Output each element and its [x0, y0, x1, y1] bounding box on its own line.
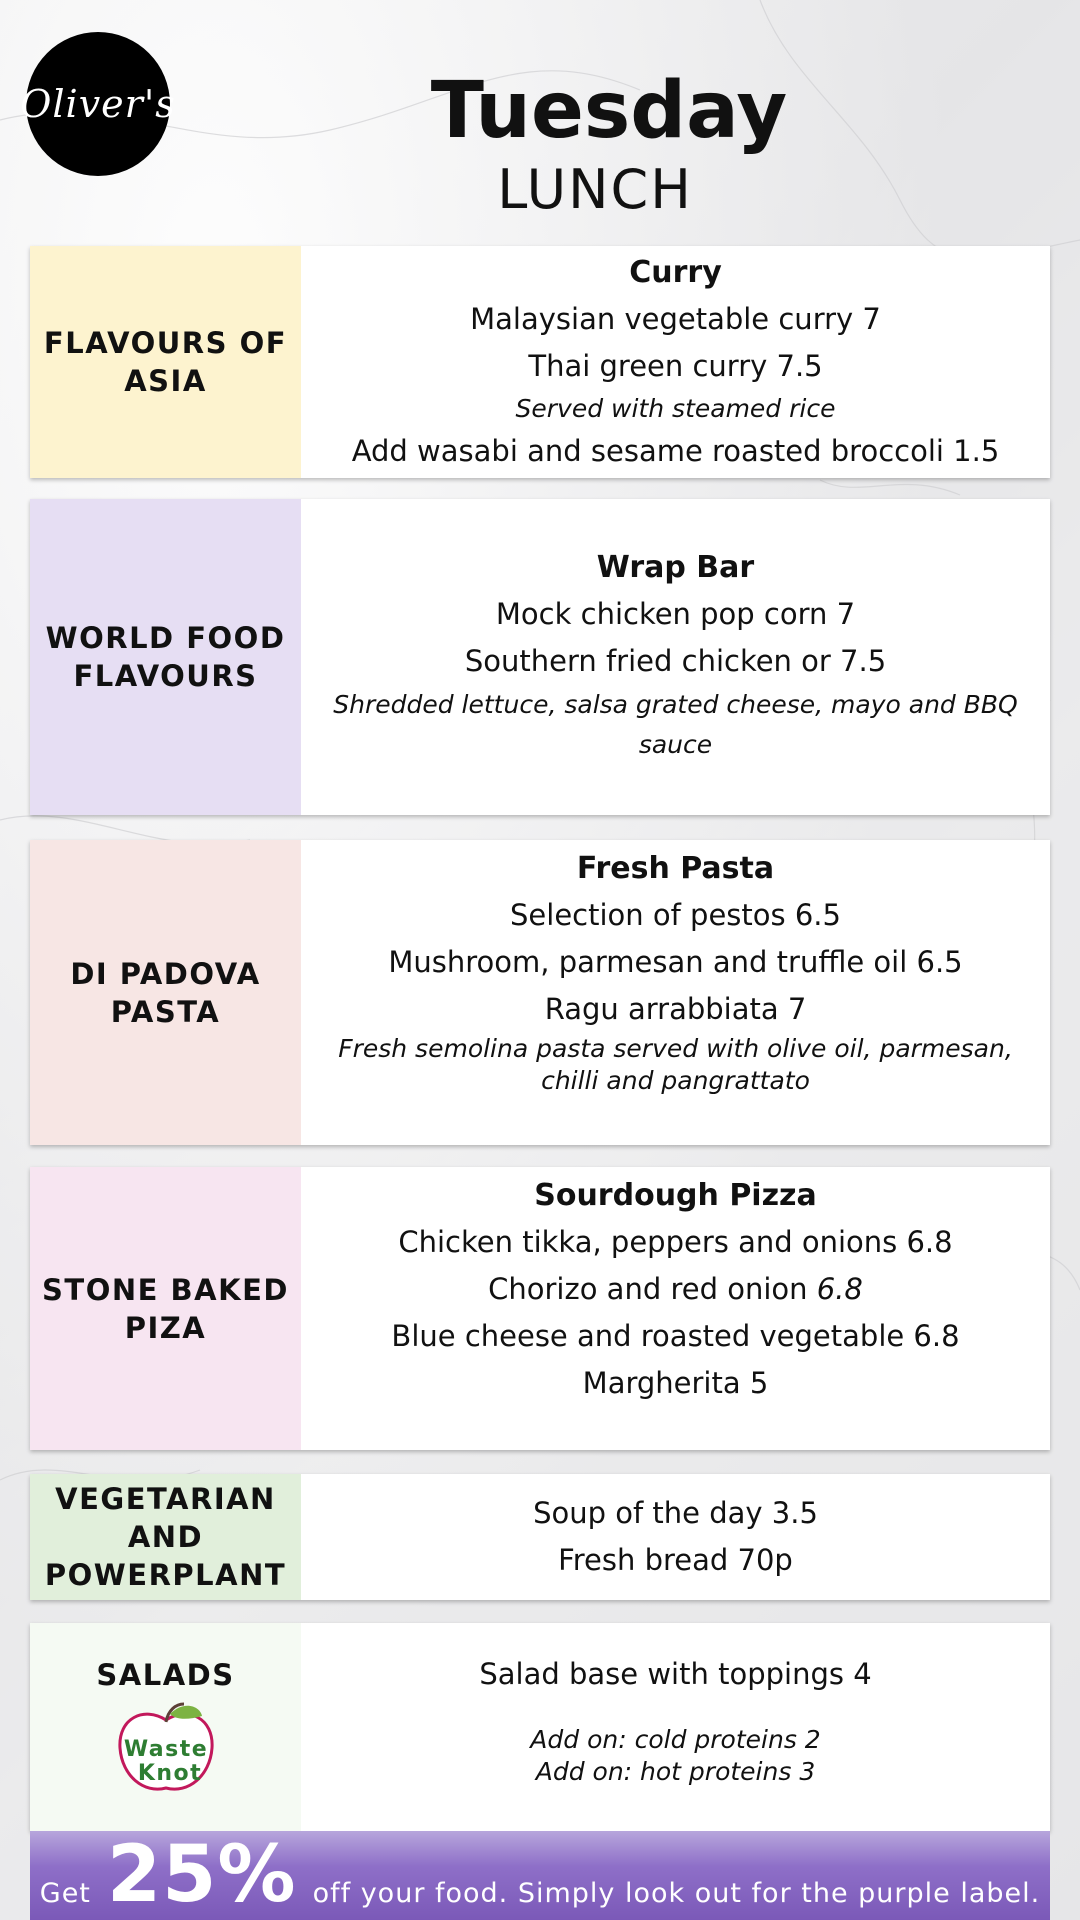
menu-section-salads: [30, 1623, 1050, 1831]
section-label: STONE BAKED PIZA: [30, 1167, 301, 1450]
section-label: SALADS: [96, 1658, 235, 1692]
promo-percent: 25%: [106, 1830, 297, 1920]
section-content: [301, 246, 1050, 478]
section-label: WORLD FOOD FLAVOURS: [30, 499, 301, 815]
menu-item: Fresh bread 70p: [558, 1543, 793, 1577]
menu-item: Malaysian vegetable curry 7: [470, 301, 881, 336]
waste-knot-line2: Knot: [137, 1761, 202, 1786]
promo-suffix: off your food. Simply look out for the purple label.: [312, 1878, 1041, 1909]
section-content: [301, 1474, 1050, 1600]
menu-item-extra: Add wasabi and sesame roasted broccoli 1.5: [351, 433, 1000, 468]
page-title-day: Tuesday: [430, 66, 788, 156]
menu-item: Salad base with toppings 4: [479, 1657, 872, 1691]
promo-banner: [30, 1831, 1050, 1920]
menu-note: Served with steamed rice: [515, 393, 836, 423]
menu-section-world: [30, 499, 1050, 815]
menu-note: Shredded lettuce, salsa grated cheese, mayo and BBQ sauce: [333, 690, 1018, 759]
menu-section-pizza: [30, 1167, 1050, 1450]
menu-item-name: Chorizo and red onion: [488, 1272, 808, 1306]
logo-text: Oliver's: [20, 82, 176, 126]
menu-item: Blue cheese and roasted vegetable 6.8: [391, 1319, 960, 1353]
section-label: VEGETARIAN AND POWERPLANT: [30, 1474, 301, 1600]
menu-item: Selection of pestos 6.5: [510, 898, 841, 932]
section-label-salads: [30, 1623, 301, 1831]
waste-knot-line1: Waste: [123, 1737, 208, 1762]
section-label: DI PADOVA PASTA: [30, 840, 301, 1145]
menu-item: Mock chicken pop corn 7: [495, 597, 856, 631]
menu-item: Southern fried chicken or 7.5: [464, 644, 887, 678]
section-content: [301, 1167, 1050, 1450]
menu-section-asia: [30, 246, 1050, 478]
menu-item: Mushroom, parmesan and truffle oil 6.5: [388, 945, 963, 979]
waste-knot-apple-logo-icon: [114, 1700, 218, 1798]
menu-item: Margherita 5: [582, 1366, 769, 1400]
menu-note: Fresh semolina pasta served with olive oil, parmesan, chilli and pangrattato: [338, 1034, 1013, 1095]
section-label: FLAVOURS OF ASIA: [30, 246, 301, 478]
menu-item: Ragu arrabbiata 7: [544, 992, 807, 1026]
menu-item: Chicken tikka, peppers and onions 6.8: [398, 1225, 953, 1259]
page-subtitle-meal: LUNCH: [497, 158, 693, 221]
promo-prefix: Get: [39, 1878, 91, 1909]
menu-item: Soup of the day 3.5: [533, 1496, 818, 1530]
section-content: [301, 840, 1050, 1145]
menu-note: Add on: cold proteins 2: [530, 1725, 821, 1754]
menu-section-pasta: [30, 840, 1050, 1145]
menu-section-vegetarian: [30, 1474, 1050, 1600]
menu-item-price: 6.8: [816, 1272, 863, 1306]
section-heading: Fresh Pasta: [576, 851, 775, 886]
section-heading: Sourdough Pizza: [534, 1178, 817, 1213]
section-content: [301, 1623, 1050, 1831]
section-heading: Wrap Bar: [596, 550, 755, 585]
menu-note: Add on: hot proteins 3: [535, 1757, 816, 1786]
section-heading: Curry: [629, 254, 722, 290]
menu-item: [488, 1266, 863, 1313]
menu-item: Thai green curry 7.5: [528, 348, 823, 383]
section-content: [301, 499, 1050, 815]
